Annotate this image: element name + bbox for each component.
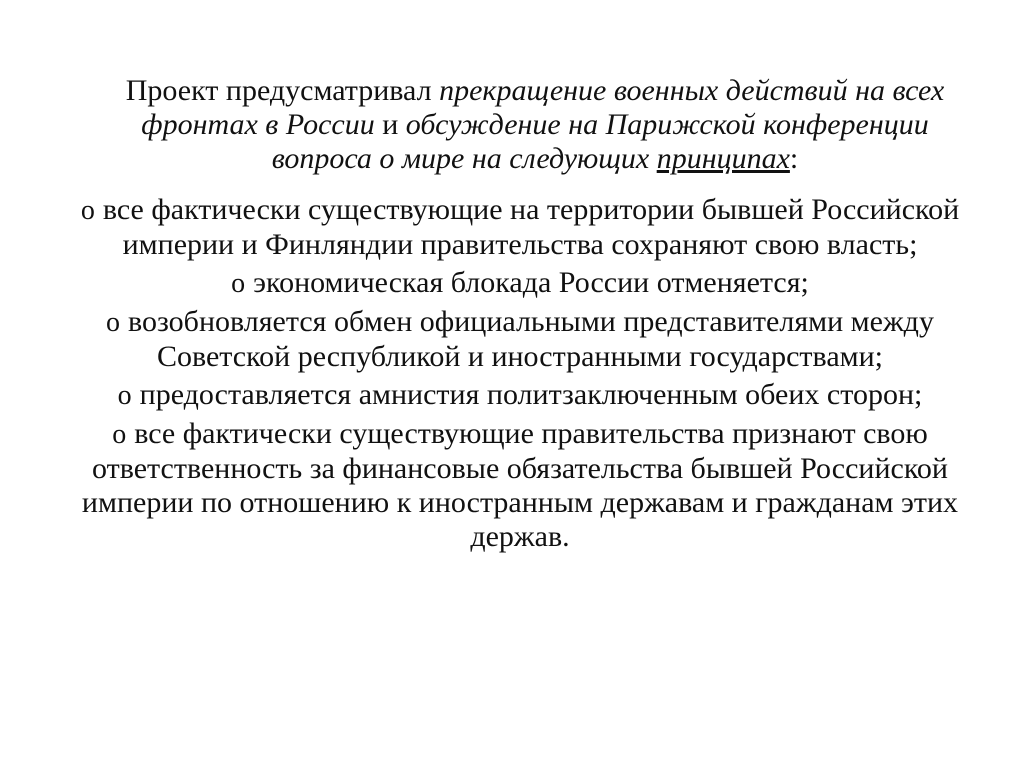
intro-text-4: обсуждение на Парижской конференции вопроса о мире на следующих — [271, 108, 929, 175]
bullet-circle-icon: o — [117, 380, 132, 411]
intro-text-1: Проект предусматривал — [125, 74, 440, 107]
bullet-circle-icon: o — [106, 307, 121, 338]
list-item — [70, 417, 970, 554]
intro-paragraph — [110, 74, 960, 176]
list-item — [70, 266, 970, 301]
list-item-text: возобновляется обмен официальными представителями между Советской республикой и иностранными государствами; — [128, 305, 934, 373]
bullet-circle-icon: o — [231, 268, 246, 299]
bullet-circle-icon: o — [80, 195, 95, 226]
list-item-text: экономическая блокада России отменяется; — [253, 266, 809, 299]
list-item-text: все фактически существующие правительства признают свою ответственность за финансовые обязательства бывшей Российской империи по отношению к иностранным державам и гражданам этих держав. — [81, 417, 959, 553]
intro-text-5: принципах — [656, 142, 790, 175]
intro-text-3: и — [374, 108, 406, 141]
bullet-circle-icon: o — [112, 419, 127, 450]
list-item — [70, 193, 970, 262]
intro-text-6: : — [789, 142, 799, 175]
list-item-text: предоставляется амнистия политзаключенным обеих сторон; — [139, 378, 923, 411]
list-item-text: все фактически существующие на территории бывшей Российской империи и Финляндии правительства сохраняют свою власть; — [102, 193, 960, 261]
list-item — [70, 378, 970, 413]
intro-text-2: прекращение военных действий на всех фронтах в России — [141, 74, 945, 141]
list-item — [70, 305, 970, 374]
principles-list — [70, 193, 970, 558]
